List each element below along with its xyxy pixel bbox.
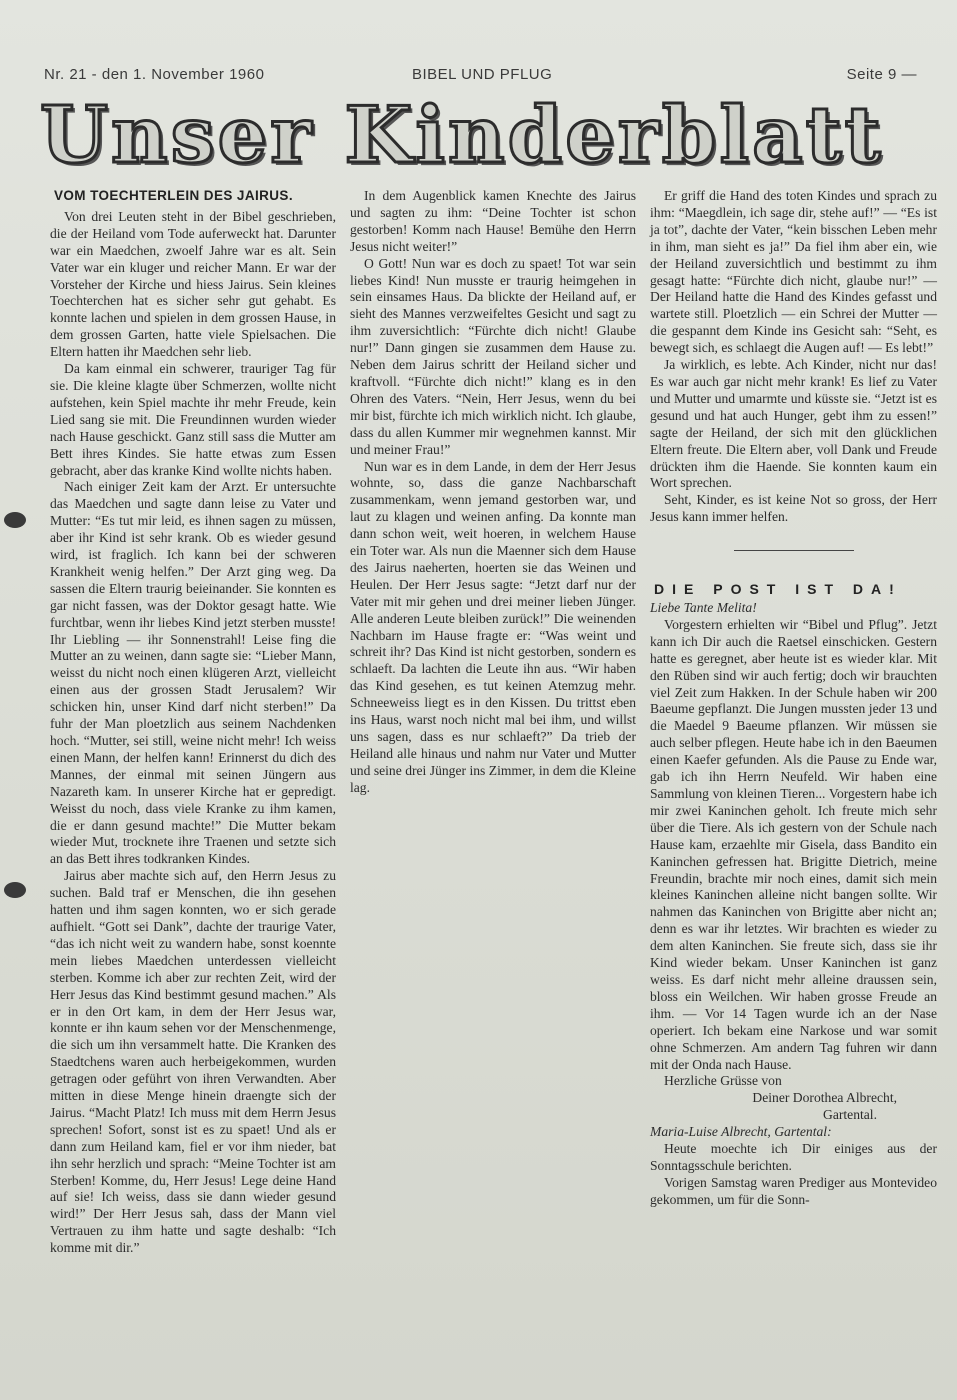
letter-salutation: Liebe Tante Melita! <box>650 600 757 616</box>
article-paragraph: Jairus aber machte sich auf, den Herrn Jesus zu suchen. Bald traf er Menschen, die ihn gesehen hatten und ihm sagen konnten, wo er sich gerade aufhielt. “Gott sei Dank”, dachte der traurige Vater, “das ich nicht weit zu wandern habe, sonst koennte mein liebes Maedchen unterdessen vielleicht sterben. Komme ich aber zur rechten Zeit, wird der Herr Jesus das Kind bestimmt gesund machen.” Als er in den Ort kam, in dem der Herr Jesus war, konnte er ihn kaum sehen vor der Menschenmenge, die sich um ihn versammelt hatte. Die Kranken des Staedtchens waren auch herbeigekommen, wurden getragen oder geführt von ihren Verwandten. Aber mitten in diese Menge hinein draengte sich der Jairus. “Macht Platz! Ich muss mit dem Herrn Jesus sprechen! Sofort, sonst ist es zu spaet! Und als er dann zum Heiland kam, fiel er vor ihm nieder, bat ihn sehr herzlich und sprach: “Meine Tochter ist am Sterben! Komme, du, Herr Jesus! Lege deine Hand auf sie! Ich weiss, dass sie dann wieder gesund wird!” Der Herr Jesus sah, dass der Mann viel Vertrauen zu ihm hatte und sagte deshalb: “Ich komme mit dir.” <box>50 868 336 1256</box>
column-3 <box>650 188 937 1209</box>
punch-hole <box>4 882 26 898</box>
article-paragraph: Seht, Kinder, es ist keine Not so gross, der Herr Jesus kann immer helfen. <box>650 492 937 525</box>
post-section-title: DIE POST IST DA! <box>654 581 902 598</box>
letter-closing: Herzliche Grüsse von <box>664 1073 782 1089</box>
letter-body: Vorgestern erhielten wir “Bibel und Pflug”. Jetzt kann ich Dir auch die Raetsel einschicken. Gestern hatte es geregnet, aber heute ist es wieder klar. Mit den Rüben sind wir auch fertig; doch wir brauchten viel Zeit zum Hakken. In der Schule haben wir 200 Baeume gepflanzt. Die Jungen mussten jeder 13 und die Maedel 9 Baeume pflanzen. Wir müssen sie auch selber pflegen. Heute habe ich in den Baeumen einen Kaefer gefunden. Als die Pause zu Ende war, gab ich ihn Herrn Neufeld. Wir haben eine Sammlung von kleinen Tieren... Vorgestern habe ich mir zwei Kaninchen geholt. Ich freute mich sehr über die Tiere. Als ich gestern von der Schule nach Hause kam, erzaehlte mir Gisela, dass Bandito ein Kaninchen gefressen hat. Brigitte Dietrich, meine Freundin, brachte mir noch eines, damit sich mein kleines Kaninchen alleine nicht bangen sollte. Wir nahmen das Kaninchen von Brigitte aber nicht an; denn es war ihr letztes. Wir brachten es wieder zu dem alten Kaninchen. Sie freute sich, dass sie ihr Kind wieder bekam. Unser Kaninchen ist ganz weiss. Es darf nicht mehr alleine draussen sein, bloss ein Weilchen. Wir haben grosse Freude an ihm. — Vor 14 Tagen wurde ich an der Nase operiert. Ich bekam eine Narkose und war somit ohne Schmerzen. Am andern Tag fuhren wir dann mit der Onda nach Hause. <box>650 616 937 1072</box>
page-header <box>44 66 917 88</box>
letter-paragraph: Heute moechte ich Dir einiges aus der Sonntagsschule berichten. <box>650 1141 937 1173</box>
article-paragraph: Nun war es in dem Lande, in dem der Herr Jesus wohnte, so, dass die ganze Nachbarschaft zusammenkam, wenn jemand gestorben war, und laut zu klagen und weinen anfing. Da konnte man dann schon weit, weit hoeren, in welchem Hause ein Toter war. Als nun die Maenner sich dem Hause des Jairus naeherten, hoerten sie das Weinen und Heulen. Der Herr Jesus sagte: “Jetzt darf nur der Vater mit mir gehen und drei meiner lieben Jünger. Alle anderen Leute bleiben zurück!” Die weinenden Nachbarn im Hause fragte er: “Was weint und schreit ihr? Das Kind ist nicht gestorben, sondern es schlaeft. Da lachten die Leute ihn aus. “Wir haben das Kind gesehen, es tut keinen Atemzug mehr. Schneeweiss liegt es in den Kissen. Du trittst eben ins Haus, warst noch nicht mal bei ihm, und willst uns sagen, dass es nur schlaeft?” Da trieb der Heiland alle hinaus und nahm nur Vater und Mutter und seine drei Jünger ins Zimmer, in dem die Kleine lag. <box>350 458 636 795</box>
punch-hole <box>4 512 26 528</box>
letter-sender: Maria-Luise Albrecht, Gartental: <box>650 1124 832 1140</box>
letter-paragraph: Vorigen Samstag waren Prediger aus Montevideo gekommen, um für die Sonn- <box>650 1174 937 1207</box>
article-paragraph: Ja wirklich, es lebte. Ach Kinder, nicht nur das! Es war auch gar nicht mehr krank! Es lief zu Vater und Mutter und umarmte und küsste sie. “Jetzt ist es gesund und hat auch Hunger, gebt ihm zu essen!” sagte der Heiland, der sich mit den glücklichen Eltern freute. Die Eltern aber, voll Dank und Freude drückten ihm die Haende. Sie konnten kaum ein Wort sprechen. <box>650 357 937 491</box>
publication-name: BIBEL UND PFLUG <box>412 66 553 83</box>
page-number: Seite 9 — <box>846 66 917 83</box>
column-2 <box>350 188 636 797</box>
article-paragraph: Da kam einmal ein schwerer, trauriger Tag für sie. Die kleine klagte über Schmerzen, wollte nicht aufstehen, kein Spiel machte ihr mehr Freude, kein Lied sang sie mit. Die Freundinnen wurden wieder nach Hause geschickt. Ganz still sass die Mutter am Bett ihres Kindes. Sie hatte etwas zum Essen gebracht, aber das kranke Kind wollte nichts haben. <box>50 361 336 478</box>
letter-signature: Deiner Dorothea Albrecht, <box>752 1090 897 1106</box>
masthead-title: Unser Kinderblatt <box>40 90 884 181</box>
issue-info: Nr. 21 - den 1. November 1960 <box>44 66 265 83</box>
column-1 <box>50 188 336 1257</box>
article-paragraph: Von drei Leuten steht in der Bibel geschrieben, die der Heiland vom Tode auferweckt hat. Darunter war ein Maedchen, zwoelf Jahre war es alt. Sein Vater war ein kluger und reicher Mann. Er war der Vorsteher der Kirche und hiess Jairus. Sein kleines Toechterchen hat es sicher sehr gut gehabt. Es konnte lachen und spielen in dem grossen Hause, in dem grossen Garten, hatte viele Spielsachen. Die Eltern hatten ihr Maedchen sehr lieb. <box>50 208 336 360</box>
article-paragraph: In dem Augenblick kamen Knechte des Jairus und sagten zu ihm: “Deine Tochter ist schon gestorben! Komm nach Hause! Bemühe den Herrn Jesus nicht weiter!” <box>350 188 636 254</box>
section-divider <box>734 550 854 551</box>
letter-place: Gartental. <box>823 1107 877 1123</box>
article-paragraph: Nach einiger Zeit kam der Arzt. Er untersuchte das Maedchen und sagte dann leise zu Vater und Mutter: “Es tut mir leid, es ihnen sagen zu müssen, aber ihr Kind ist sehr krank. Ob es wieder gesund wird, ist fraglich. Ich kann bei der schweren Krankheit wenig helfen.” Der Arzt ging weg. Da sassen die Eltern traurig beieinander. Sie konnten es gar nicht fassen, was der Doktor gesagt hatte. Wie furchtbar, wenn ihr liebes Kind jetzt sterben musste! Ihr Liebling — ihr Sonnenstrahl! Leise fing die Mutter an zu weinen, dann sagte sie: “Lieber Mann, weisst du nicht noch einen klügeren Arzt, vielleicht einen aus der grossen Stadt Jerusalem? Wir schicken hin, unser Kind darf nicht sterben!” Da fuhr der Man ploetzlich aus seinem Nachdenken hoch. “Mutter, sei still, weine nicht mehr! Ich weiss einen Mann, der helfen kann! Erinnerst du dich des Mannes, der einmal mit seinen Jüngern aus Nazareth kam. In unserer Kirche hat er gepredigt. Weisst du noch, dass viele Kranke zu ihm kamen, die er dann gesund machte!” Die Mutter bekam wieder Mut, trocknete ihre Traenen und setzte sich an das Bett ihres todkranken Kindes. <box>50 479 336 867</box>
article-title: VOM TOECHTERLEIN DES JAIRUS. <box>54 188 293 203</box>
article-paragraph: Er griff die Hand des toten Kindes und sprach zu ihm: “Maegdlein, ich sage dir, stehe auf!” — “Es ist ja tot”, dachte der Vater, “kein bisschen Leben mehr in ihm, man sieht es ja!” Da fiel ihm aber ein, wie der Heiland zuversichtlich und bestimmt zu ihm gesagt hatte: “Fürchte dich nicht, glaube nur!” — Der Heiland hatte die Hand des Kindes gefasst und wartete still. Ploetzlich — ein Schrei der Mutter — die gespannt dem Kinde ins Gesicht sah: “Seht, es bewegt sich, es schlaegt die Augen auf! — Es lebt!” <box>650 188 937 356</box>
article-paragraph: O Gott! Nun war es doch zu spaet! Tot war sein liebes Kind! Nun musste er traurig heimgehen in sein einsames Haus. Da blickte der Heiland auf, er sieht des Mannes verzweifeltes Gesicht und sagt zu ihm zuversichtlich: “Fürchte dich nicht! Glaube nur!” Dann gingen sie zusammen dem Hause zu. Neben dem Jairus schritt der Heiland sicher und kraftvoll. “Fürchte dich nicht!” klang es in den Ohren des Vaters. “Nein, Herr Jesus, wenn du bei mir bist, fürchte ich mich wirklich nicht. Ich glaube, dass du allen Kummer mir wegnehmen kannst. Mir und meiner Frau!” <box>350 255 636 457</box>
